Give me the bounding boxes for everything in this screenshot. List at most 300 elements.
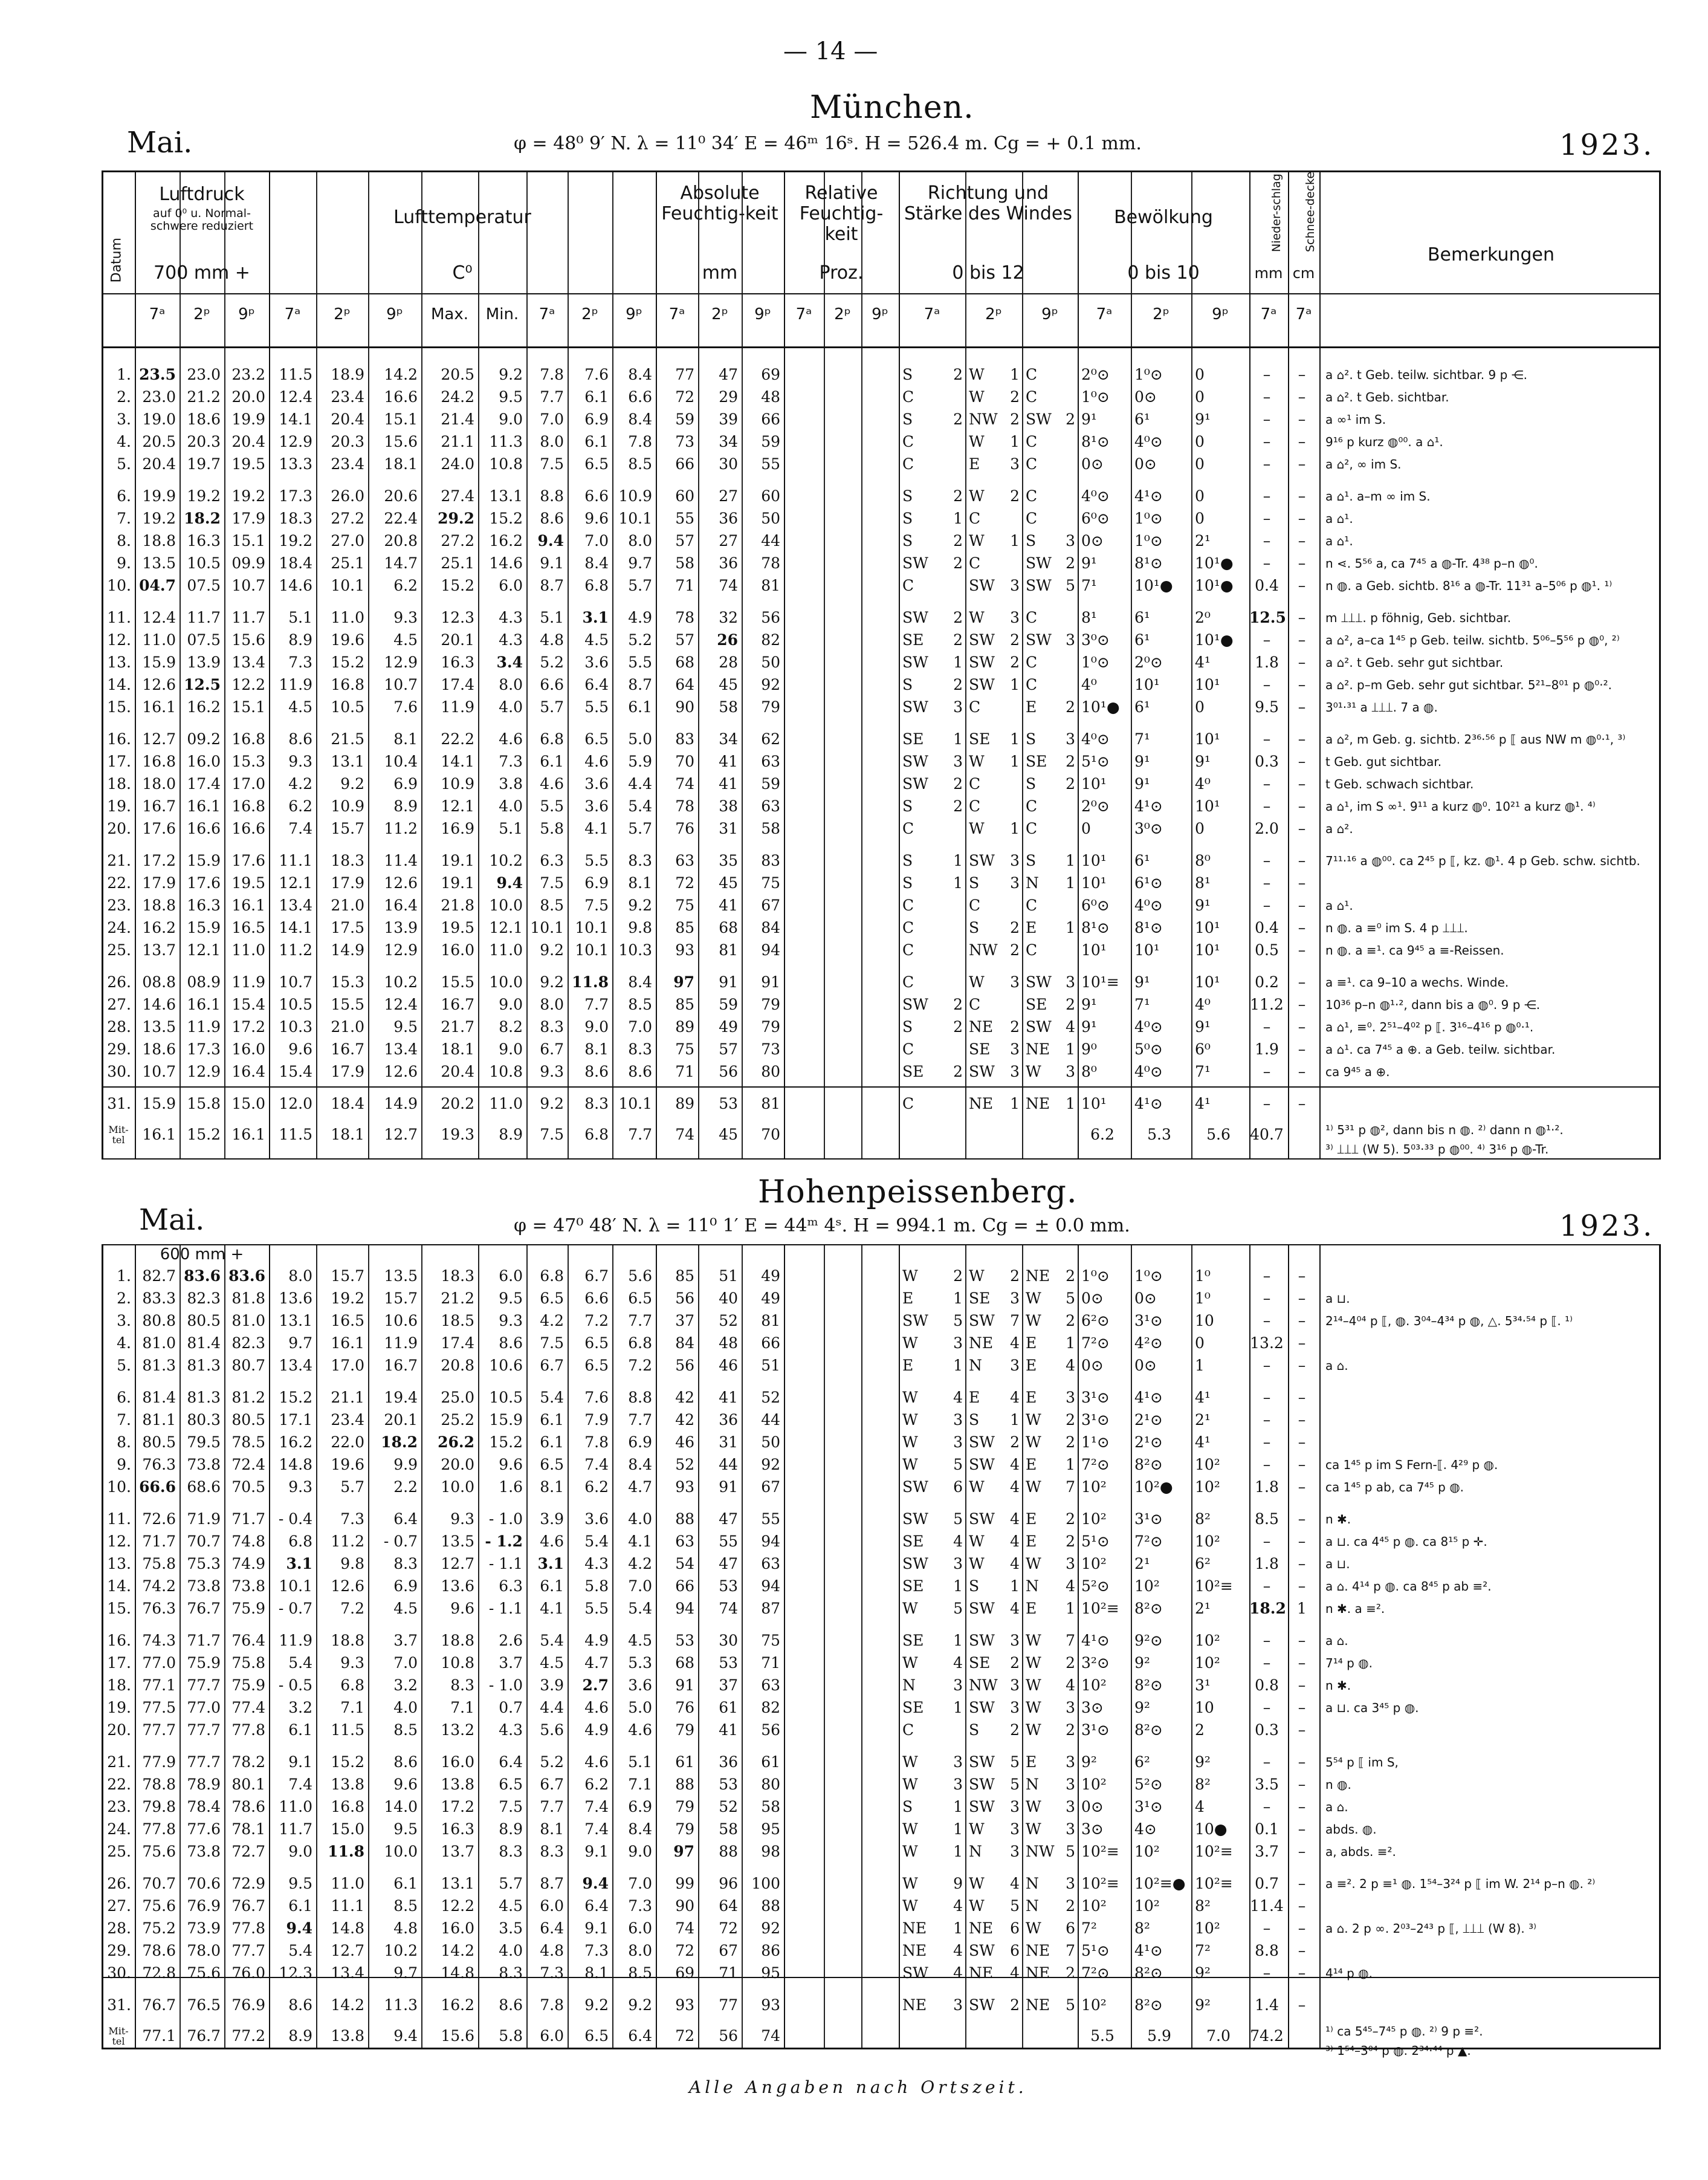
cloud-cell: 2¹ — [1195, 1600, 1211, 1617]
month-label-hohen: Mai. — [139, 1203, 205, 1237]
pressure-cell: 18.8 — [142, 897, 176, 914]
pressure-cell: 15.8 — [187, 1095, 221, 1112]
rel-humidity-cell: 93 — [761, 1996, 780, 2014]
temp-cell: 8.3 — [393, 1555, 418, 1572]
temp-cell: 17.1 — [279, 1411, 312, 1429]
precip-cell: 11.2 — [1250, 996, 1284, 1013]
pressure-cell: 78.4 — [187, 1798, 221, 1815]
subheader-h7: 7ᵃ — [149, 305, 166, 323]
pressure-cell: 14.6 — [142, 996, 176, 1013]
wind-cell: C — [902, 1721, 914, 1739]
rel-humidity-cell: 92 — [761, 676, 780, 693]
cloud-cell: 6¹ — [1134, 410, 1150, 428]
rel-humidity-cell: 75 — [761, 1632, 780, 1649]
cloud-cell: 6⁰⊙ — [1081, 897, 1110, 914]
cloud-cell: 4⁰⊙ — [1134, 1063, 1163, 1080]
abs-humidity-cell: 8.4 — [628, 410, 652, 428]
snow-cell: – — [1298, 532, 1306, 550]
wind-cell: C — [1026, 388, 1038, 406]
cloud-cell: 10²≡ — [1081, 1600, 1119, 1617]
snow-cell: – — [1298, 1897, 1306, 1915]
precip-cell: – — [1263, 1533, 1271, 1550]
remark-text: a ⌂. — [1325, 1633, 1348, 1648]
temp-cell: 18.8 — [331, 1632, 364, 1649]
temp-cell: 22.2 — [441, 730, 474, 748]
temp-cell: 9.3 — [499, 1312, 523, 1329]
cloud-cell: 10 — [1195, 1312, 1214, 1329]
temp-cell: 8.6 — [393, 1753, 418, 1771]
cloud-cell: 4¹ — [1195, 1433, 1211, 1451]
temp-cell: 24.0 — [441, 455, 474, 473]
remark-text: a ⌂². t Geb. sehr gut sichtbar. — [1325, 655, 1504, 670]
table-row — [103, 1819, 1659, 1840]
temp-cell: 10.8 — [441, 1654, 474, 1672]
mean-temp-cell: 13.8 — [331, 2027, 364, 2045]
precip-cell: 0.7 — [1255, 1875, 1279, 1892]
temp-cell: 8.3 — [499, 1964, 523, 1982]
day-cell: 14. — [107, 676, 131, 693]
snow-cell: – — [1298, 874, 1306, 892]
temp-cell: 16.7 — [441, 996, 474, 1013]
day-cell: 10. — [107, 577, 131, 594]
day-cell: 2. — [117, 388, 131, 406]
abs-humidity-cell: 8.3 — [540, 1018, 564, 1036]
day-cell: 3. — [117, 410, 131, 428]
temp-cell: 14.2 — [384, 366, 418, 383]
wind-cell: N 1 — [1026, 874, 1075, 892]
pressure-cell: 73.8 — [231, 1577, 265, 1595]
remark-text: n ◍. a Geb. sichtb. 8¹⁶ a ◍-Tr. 11³¹ a–5⁰⁶ p ◍¹. ¹⁾ — [1325, 579, 1613, 593]
temp-cell: 6.5 — [499, 1776, 523, 1793]
temp-cell: 26.2 — [438, 1433, 474, 1451]
temp-cell: 8.3 — [450, 1676, 474, 1694]
wind-cell: E 2 — [1026, 1533, 1075, 1550]
abs-humidity-cell: 9.7 — [628, 554, 652, 572]
cloud-cell: 10²≡ — [1195, 1843, 1233, 1860]
rel-humidity-cell: 41 — [719, 897, 738, 914]
abs-humidity-cell: 7.3 — [628, 1897, 652, 1915]
cloud-cell: 10¹ — [1195, 676, 1220, 693]
abs-humidity-cell: 4.3 — [584, 1555, 609, 1572]
rel-humidity-cell: 88 — [719, 1843, 738, 1860]
rel-humidity-cell: 49 — [761, 1290, 780, 1307]
temp-cell: 11.9 — [279, 1632, 312, 1649]
pressure-cell: 70.5 — [231, 1478, 265, 1496]
rel-humidity-cell: 58 — [675, 554, 694, 572]
precip-cell: 0.1 — [1255, 1820, 1279, 1838]
cloud-cell: 0⊙ — [1081, 1798, 1104, 1815]
day-cell: 23. — [107, 1798, 131, 1815]
wind-cell: W 5 — [969, 1897, 1020, 1915]
temp-cell: 8.2 — [499, 1018, 523, 1036]
wind-cell: NE 2 — [1026, 1964, 1075, 1982]
temp-cell: 2.2 — [393, 1478, 418, 1496]
snow-cell: – — [1298, 1875, 1306, 1892]
rel-humidity-cell: 26 — [717, 631, 738, 649]
snow-cell: – — [1298, 1942, 1306, 1959]
cloud-cell: 4⁰ — [1195, 996, 1211, 1013]
wind-cell: SW 2 — [1026, 554, 1075, 572]
day-cell: 22. — [107, 1776, 131, 1793]
rel-humidity-cell: 74 — [719, 577, 738, 594]
wind-cell: SW 1 — [969, 676, 1020, 693]
wind-cell: SW 5 — [902, 1510, 963, 1528]
abs-humidity-cell: 8.6 — [540, 510, 564, 527]
cloud-cell: 5²⊙ — [1134, 1776, 1163, 1793]
rel-humidity-cell: 31 — [719, 820, 738, 837]
mean-abs-humidity-cell: 6.4 — [628, 2027, 652, 2045]
temp-cell: 21.4 — [441, 410, 474, 428]
snow-cell: – — [1298, 609, 1306, 626]
cloud-cell: 3²⊙ — [1081, 1654, 1110, 1672]
abs-humidity-cell: 7.0 — [584, 532, 609, 550]
abs-humidity-cell: 7.4 — [584, 1798, 609, 1815]
table-row — [103, 409, 1659, 430]
month-label-munich: Mai. — [127, 126, 193, 160]
temp-cell: 11.5 — [331, 1721, 364, 1739]
wind-cell: W 4 — [902, 1654, 963, 1672]
abs-humidity-cell: 4.9 — [628, 609, 652, 626]
wind-cell: SW 3 — [902, 753, 963, 770]
wind-cell: W 2 — [969, 388, 1020, 406]
cloud-cell: 7²⊙ — [1081, 1964, 1110, 1982]
temp-cell: 8.9 — [288, 631, 312, 649]
remark-text: 7¹⁴ p ◍. — [1325, 1656, 1373, 1670]
temp-cell: 11.4 — [384, 852, 418, 869]
remark-text: 4¹⁴ p ◍. — [1325, 1966, 1373, 1980]
precip-cell: – — [1263, 532, 1271, 550]
day-cell: 18. — [107, 1676, 131, 1694]
cloud-cell: 6¹⊙ — [1134, 874, 1163, 892]
mean-label: Mit-tel — [108, 2025, 129, 2047]
cloud-cell: 0⊙ — [1134, 1290, 1157, 1307]
temp-cell: 4.0 — [499, 797, 523, 815]
rel-humidity-cell: 64 — [675, 676, 694, 693]
cloud-cell: 9² — [1195, 1996, 1211, 2014]
wind-cell: SE 1 — [902, 730, 963, 748]
temp-cell: 7.3 — [340, 1510, 364, 1528]
subheader-h2: 2ᵖ — [711, 305, 728, 323]
abs-humidity-cell: 7.7 — [628, 1312, 652, 1329]
rel-humidity-cell: 84 — [761, 919, 780, 936]
precip-cell: 9.5 — [1255, 698, 1279, 716]
temp-cell: 9.2 — [340, 775, 364, 793]
temp-cell: 3.1 — [286, 1555, 312, 1572]
wind-cell: C — [1026, 676, 1038, 693]
temp-cell: 4.0 — [393, 1699, 418, 1716]
pressure-cell: 16.8 — [231, 730, 265, 748]
pressure-cell: 80.5 — [231, 1411, 265, 1429]
pressure-cell: 11.9 — [231, 973, 265, 991]
temp-cell: 10.0 — [489, 897, 523, 914]
cloud-cell: 4²⊙ — [1134, 1334, 1163, 1352]
mean-temp-cell: 12.7 — [384, 1126, 418, 1143]
temp-cell: 14.1 — [279, 919, 312, 936]
header-wind-unit: 0 bis 12 — [952, 262, 1024, 284]
abs-humidity-cell: 10.1 — [618, 1095, 652, 1112]
day-cell: 4. — [117, 433, 131, 450]
temp-cell: 9.2 — [499, 366, 523, 383]
pressure-cell: 76.5 — [187, 1996, 221, 2014]
wind-cell: SW 1 — [902, 654, 963, 671]
temp-cell: 15.9 — [489, 1411, 523, 1429]
remark-text: n ◍. a ≡⁰ im S. 4 p ⟘⟘⟘. — [1325, 921, 1468, 935]
temp-cell: 10.3 — [279, 1018, 312, 1036]
temp-cell: 8.6 — [288, 1996, 312, 2014]
temp-cell: 7.5 — [499, 1798, 523, 1815]
wind-cell: W 9 — [902, 1875, 963, 1892]
wind-cell: W 4 — [969, 1555, 1020, 1572]
day-cell: 28. — [107, 1018, 131, 1036]
rel-humidity-cell: 78 — [761, 554, 780, 572]
pressure-cell: 11.0 — [231, 941, 265, 959]
temp-cell: 19.4 — [384, 1389, 418, 1406]
temp-cell: 15.2 — [489, 1433, 523, 1451]
abs-humidity-cell: 7.6 — [584, 1389, 609, 1406]
rel-humidity-cell: 64 — [719, 1897, 738, 1915]
temp-cell: 16.5 — [331, 1312, 364, 1329]
abs-humidity-cell: 3.6 — [584, 1510, 609, 1528]
pressure-cell: 79.8 — [142, 1798, 176, 1815]
temp-cell: 8.0 — [288, 1267, 312, 1285]
cloud-cell: 9¹ — [1195, 897, 1211, 914]
rel-humidity-cell: 63 — [761, 753, 780, 770]
table-row — [103, 1896, 1659, 1916]
abs-humidity-cell: 4.2 — [540, 1312, 564, 1329]
temp-cell: 16.7 — [331, 1040, 364, 1058]
cloud-cell: 10¹● — [1195, 631, 1234, 649]
abs-humidity-cell: 6.1 — [540, 1577, 564, 1595]
wind-cell: W 6 — [1026, 1919, 1075, 1937]
cloud-cell: 0 — [1195, 510, 1205, 527]
pressure-cell: 19.7 — [187, 455, 221, 473]
cloud-cell: 4 — [1195, 1798, 1205, 1815]
temp-cell: 13.4 — [279, 1357, 312, 1374]
abs-humidity-cell: 7.6 — [584, 366, 609, 383]
remark-text: n ✱. a ≡². — [1325, 1601, 1385, 1616]
precip-cell: – — [1263, 797, 1271, 815]
pressure-cell: 12.5 — [184, 676, 221, 693]
abs-humidity-cell: 6.0 — [540, 1897, 564, 1915]
precip-cell: – — [1263, 1919, 1271, 1937]
rel-humidity-cell: 72 — [675, 388, 694, 406]
temp-cell: 20.0 — [441, 1456, 474, 1473]
temp-cell: 23.4 — [331, 388, 364, 406]
precip-cell: – — [1263, 1798, 1271, 1815]
cloud-cell: 2¹⊙ — [1134, 1411, 1163, 1429]
cloud-cell: 1⁰⊙ — [1081, 654, 1110, 671]
table-row — [103, 1698, 1659, 1718]
snow-cell: – — [1298, 852, 1306, 869]
temp-cell: 12.3 — [279, 1964, 312, 1982]
precip-cell: – — [1263, 631, 1271, 649]
pressure-cell: 80.1 — [231, 1776, 265, 1793]
table-row — [103, 1266, 1659, 1286]
cloud-cell: 5¹⊙ — [1081, 753, 1110, 770]
rel-humidity-cell: 67 — [719, 1942, 738, 1959]
abs-humidity-cell: 6.1 — [540, 1411, 564, 1429]
cloud-cell: 4⁰⊙ — [1081, 487, 1110, 505]
cloud-cell: 3⁰⊙ — [1081, 631, 1110, 649]
day-cell: 28. — [107, 1919, 131, 1937]
cloud-cell: 7¹ — [1134, 996, 1150, 1013]
wind-cell: W 4 — [969, 1478, 1020, 1496]
rel-humidity-cell: 61 — [675, 1753, 694, 1771]
rel-humidity-cell: 88 — [675, 1510, 694, 1528]
abs-humidity-cell: 4.6 — [540, 1533, 564, 1550]
wind-cell: S 1 — [969, 1411, 1020, 1429]
mean-cloud-cell: 7.0 — [1206, 2027, 1231, 2045]
remark-text: a ⌂². — [1325, 822, 1353, 836]
abs-humidity-cell: 8.4 — [584, 554, 609, 572]
wind-cell: W 1 — [969, 753, 1020, 770]
remark-text: a ⌂¹. a–m ∞ im S. — [1325, 489, 1431, 504]
day-cell: 5. — [117, 1357, 131, 1374]
cloud-cell: 5¹⊙ — [1081, 1533, 1110, 1550]
temp-cell: 12.1 — [279, 874, 312, 892]
temp-cell: 10.9 — [441, 775, 474, 793]
rel-humidity-cell: 63 — [761, 797, 780, 815]
pressure-cell: 77.7 — [187, 1721, 221, 1739]
temp-cell: 16.3 — [441, 1820, 474, 1838]
rel-humidity-cell: 56 — [761, 609, 780, 626]
pressure-cell: 16.8 — [231, 797, 265, 815]
table-row — [103, 1675, 1659, 1696]
pressure-cell: 77.4 — [231, 1699, 265, 1716]
wind-cell: W 3 — [902, 1753, 963, 1771]
pressure-cell: 23.5 — [139, 366, 176, 383]
cloud-cell: 3⊙ — [1081, 1699, 1104, 1716]
wind-cell: W 3 — [902, 1776, 963, 1793]
snow-cell: 1 — [1297, 1600, 1307, 1617]
cloud-cell: 10² — [1195, 1478, 1220, 1496]
cloud-cell: 10¹ — [1081, 941, 1107, 959]
abs-humidity-cell: 9.1 — [540, 554, 564, 572]
abs-humidity-cell: 8.8 — [628, 1389, 652, 1406]
remark-text: t Geb. gut sichtbar. — [1325, 754, 1442, 769]
abs-humidity-cell: 8.0 — [540, 433, 564, 450]
pressure-cell: 81.3 — [142, 1357, 176, 1374]
cloud-cell: 9¹ — [1134, 973, 1150, 991]
subheader-h7: 7ᵃ — [1260, 305, 1277, 323]
header-base-pressure: 600 mm + — [160, 1245, 244, 1264]
rel-humidity-cell: 48 — [719, 1334, 738, 1352]
temp-cell: 5.7 — [499, 1875, 523, 1892]
rel-humidity-cell: 50 — [761, 510, 780, 527]
abs-humidity-cell: 8.4 — [628, 1456, 652, 1473]
header-luftdruck-unit: 700 mm + — [154, 262, 250, 284]
precip-cell: – — [1263, 410, 1271, 428]
abs-humidity-cell: 2.7 — [582, 1676, 609, 1694]
rel-humidity-cell: 73 — [675, 433, 694, 450]
cloud-cell: 6¹ — [1134, 609, 1150, 626]
remark-text: m ⟘⟘⟘. p föhnig, Geb. sichtbar. — [1325, 611, 1512, 625]
cloud-cell: 7² — [1081, 1919, 1097, 1937]
wind-cell: E 3 — [969, 455, 1020, 473]
day-cell: 17. — [107, 1654, 131, 1672]
table-row — [103, 873, 1659, 894]
temp-cell: 15.2 — [441, 577, 474, 594]
temp-cell: 14.8 — [331, 1919, 364, 1937]
snow-cell: – — [1298, 1018, 1306, 1036]
wind-cell: SW 2 — [902, 609, 963, 626]
abs-humidity-cell: 3.6 — [584, 654, 609, 671]
pressure-cell: 19.5 — [231, 874, 265, 892]
pressure-cell: 75.9 — [187, 1654, 221, 1672]
temp-cell: 9.5 — [393, 1018, 418, 1036]
temp-cell: 9.8 — [340, 1555, 364, 1572]
cloud-cell: 8¹⊙ — [1134, 554, 1163, 572]
snow-cell: – — [1298, 1996, 1306, 2014]
abs-humidity-cell: 3.9 — [540, 1510, 564, 1528]
temp-cell: 15.4 — [279, 1063, 312, 1080]
pressure-cell: 73.9 — [187, 1919, 221, 1937]
temp-cell: 13.3 — [279, 455, 312, 473]
table-row — [103, 819, 1659, 839]
temp-cell: 20.2 — [441, 1095, 474, 1112]
rel-humidity-cell: 63 — [761, 1676, 780, 1694]
temp-cell: 15.5 — [331, 996, 364, 1013]
cloud-cell: 1⁰ — [1195, 1290, 1211, 1307]
wind-cell: SE 1 — [902, 1699, 963, 1716]
temp-cell: 10.8 — [489, 1063, 523, 1080]
rel-humidity-cell: 31 — [719, 1433, 738, 1451]
precip-cell: – — [1263, 1357, 1271, 1374]
pressure-cell: 16.6 — [187, 820, 221, 837]
subheader-h7: 7ᵃ — [1096, 305, 1113, 323]
mean-abs-humidity-cell: 6.8 — [584, 1126, 609, 1143]
rel-humidity-cell: 37 — [719, 1676, 738, 1694]
day-cell: 18. — [107, 775, 131, 793]
pressure-cell: 18.2 — [184, 510, 221, 527]
wind-cell: S 2 — [969, 1721, 1020, 1739]
pressure-cell: 74.8 — [231, 1533, 265, 1550]
wind-cell: W 1 — [969, 433, 1020, 450]
temp-cell: 3.5 — [499, 1919, 523, 1937]
abs-humidity-cell: 4.6 — [540, 775, 564, 793]
remark-text: a, abds. ≡². — [1325, 1844, 1396, 1859]
temp-cell: 15.2 — [279, 1389, 312, 1406]
temp-cell: 17.2 — [441, 1798, 474, 1815]
pressure-cell: 77.7 — [187, 1753, 221, 1771]
precip-cell: 0.2 — [1255, 973, 1279, 991]
temp-cell: 3.8 — [499, 775, 523, 793]
abs-humidity-cell: 7.7 — [540, 388, 564, 406]
cloud-cell: 10²≡ — [1081, 1875, 1119, 1892]
rel-humidity-cell: 66 — [761, 1334, 780, 1352]
snow-cell: – — [1298, 973, 1306, 991]
subheader-h2: 2ᵖ — [581, 305, 598, 323]
abs-humidity-cell: 4.6 — [584, 1753, 609, 1771]
temp-cell: 13.5 — [441, 1533, 474, 1550]
temp-cell: 16.4 — [384, 897, 418, 914]
rel-humidity-cell: 79 — [761, 1018, 780, 1036]
day-cell: 9. — [117, 554, 131, 572]
wind-cell: W 3 — [1026, 1555, 1075, 1572]
pressure-cell: 15.9 — [142, 654, 176, 671]
snow-cell: – — [1298, 820, 1306, 837]
temp-cell: 10.6 — [384, 1312, 418, 1329]
wind-cell: W 3 — [902, 1334, 963, 1352]
cloud-cell: 10² — [1081, 1996, 1107, 2014]
temp-cell: 4.5 — [393, 631, 418, 649]
table-row — [103, 1333, 1659, 1354]
temp-cell: 9.9 — [393, 1456, 418, 1473]
snow-cell: – — [1298, 1478, 1306, 1496]
wind-cell: W 4 — [902, 1389, 963, 1406]
snow-cell: – — [1298, 1533, 1306, 1550]
remark-text: a ⌂². p–m Geb. sehr gut sichtbar. 5²¹–8⁰¹ p ◍⁰·². — [1325, 678, 1613, 692]
